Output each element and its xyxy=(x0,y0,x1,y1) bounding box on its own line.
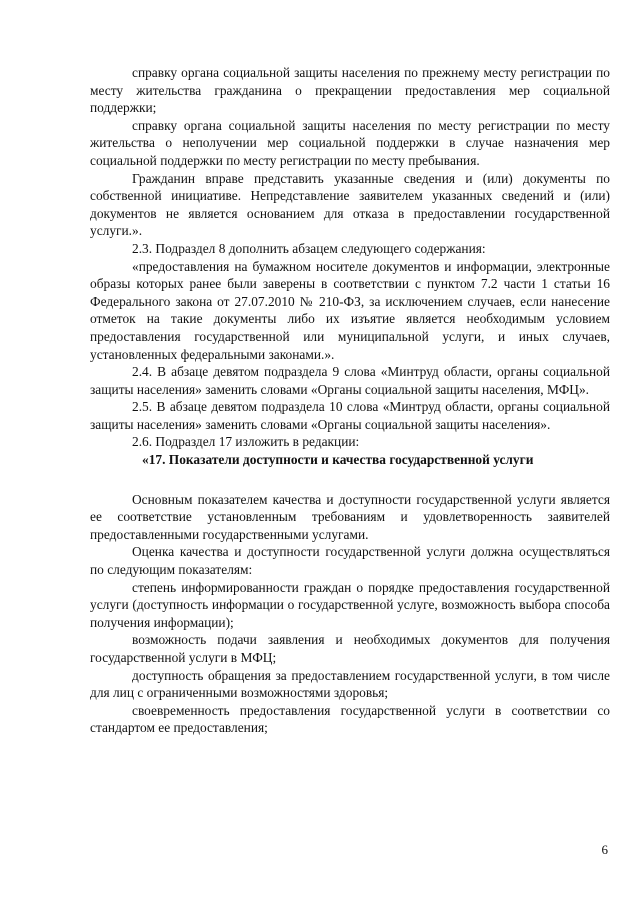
spacer xyxy=(90,469,610,491)
paragraph-social-certificate-nonreceipt: справку органа социальной защиты населения по месту регистрации по месту жительства о неполучении мер социальной поддержки в случае назначения мер социальной поддержки по месту регистрации по месту пребывания. xyxy=(90,117,610,168)
paragraph-2-5: 2.5. В абзаце девятом подраздела 10 слова «Минтруд области, органы социальной защиты населения» заменить словами «Органы социальной защиты населения». xyxy=(90,399,610,432)
paragraph-assessment: Оценка качества и доступности государственной услуги должна осуществляться по следующим показателям: xyxy=(90,544,610,578)
paragraph-2-4: 2.4. В абзаце девятом подраздела 9 слова «Минтруд области, органы социальной защиты населения» заменить словами «Органы социальной защиты населения, МФЦ». xyxy=(90,364,610,397)
document-body xyxy=(90,64,610,737)
list-item-timeliness: своевременность предоставления государственной услуги в соответствии со стандартом ее предоставления; xyxy=(90,702,610,736)
list-item-informedness: степень информированности граждан о порядке предоставления государственной услуги (доступность информации о государственной услуге, возможность выбора способа получения информации); xyxy=(90,579,610,630)
paragraph-paper-documents: «предоставления на бумажном носителе документов и информации, электронные образы которых ранее были заверены в соответствии с пунктом 7.2 части 1 статьи 16 Федерального закона от 27.07.2010 № 210-ФЗ, за исключением случаев, если нанесение отметок на такие документы либо их изъятие является необходимым условием предоставления государственной или муниципальной услуги, и иных случаев, установленных федеральными законами.». xyxy=(90,258,610,362)
page-number: 6 xyxy=(601,842,608,857)
list-item-accessibility: доступность обращения за предоставлением государственной услуги, в том числе для лиц с ограниченными возможностями здоровья; xyxy=(90,667,610,701)
section-heading: «17. Показатели доступности и качества государственной услуги xyxy=(142,452,534,468)
paragraph-2-3: 2.3. Подраздел 8 дополнить абзацем следующего содержания: xyxy=(132,240,486,256)
paragraph-main-indicator: Основным показателем качества и доступности государственной услуги является ее соответствие установленным требованиям и удовлетворенность заявителей предоставленными государственными услугами. xyxy=(90,491,610,542)
paragraph-social-certificate-previous: справку органа социальной защиты населения по прежнему месту регистрации по месту жительства гражданина о прекращении предоставления мер социальной поддержки; xyxy=(90,65,610,116)
paragraph-own-initiative: Гражданин вправе представить указанные сведения и (или) документы по собственной инициативе. Непредставление заявителем указанных сведений и (или) документов не является основанием для отказа в предоставлении государственной услуги.». xyxy=(90,170,610,239)
list-item-mfc-submission: возможность подачи заявления и необходимых документов для получения государственной услуги в МФЦ; xyxy=(90,632,610,665)
paragraph-2-6: 2.6. Подраздел 17 изложить в редакции: xyxy=(132,434,360,450)
